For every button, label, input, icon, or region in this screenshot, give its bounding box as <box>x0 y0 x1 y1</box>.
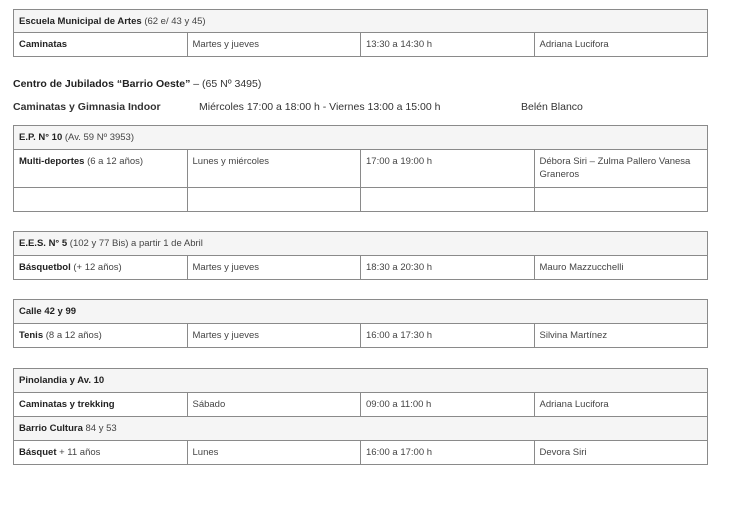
empty-cell <box>14 188 188 212</box>
teacher-cell: Adriana Lucifora <box>534 393 708 417</box>
activity-note: (8 a 12 años) <box>43 330 102 341</box>
centro-name: Centro de Jubilados “Barrio Oeste” <box>13 78 191 90</box>
table-row <box>14 33 708 57</box>
venue-address: (Av. 59 Nº 3953) <box>64 132 135 143</box>
time-cell: 13:30 a 14:30 h <box>361 33 535 57</box>
activity-note: (6 a 12 años) <box>84 156 144 167</box>
table-row-empty <box>14 188 708 212</box>
activity-cell <box>14 324 188 348</box>
days-cell: Martes y jueves <box>187 324 361 348</box>
centro-schedule: Miércoles 17:00 a 18:00 h - Viernes 13:00 a 15:00 h <box>199 101 441 113</box>
activity-name: Básquet <box>19 447 57 458</box>
venue-address: 84 y 53 <box>82 423 117 434</box>
venue-header <box>14 232 708 256</box>
teacher-cell: Silvina Martínez <box>534 324 708 348</box>
days-cell: Sábado <box>187 393 361 417</box>
teacher-cell: Devora Siri <box>534 441 708 465</box>
centro-activity <box>13 101 161 113</box>
activity-cell <box>14 256 188 280</box>
schedule-table-escuela-artes <box>13 9 708 57</box>
centro-teacher: Belén Blanco <box>521 101 583 113</box>
empty-cell <box>361 188 535 212</box>
venue-address: (102 y 77 Bis) a partir 1 de Abril <box>67 238 203 249</box>
venue-header <box>14 300 708 324</box>
days-cell: Lunes <box>187 441 361 465</box>
activity-name: Caminatas y trekking <box>19 399 115 410</box>
venue-subheader <box>14 417 708 441</box>
table-row <box>14 393 708 417</box>
centro-activity-name: Caminatas y Gimnasia Indoor <box>13 101 161 113</box>
venue-header <box>14 126 708 150</box>
venue-header <box>14 369 708 393</box>
empty-cell <box>187 188 361 212</box>
empty-cell <box>534 188 708 212</box>
activity-cell <box>14 393 188 417</box>
table-row <box>14 150 708 188</box>
activity-name: Tenis <box>19 330 44 341</box>
table-row <box>14 441 708 465</box>
time-cell: 18:30 a 20:30 h <box>361 256 535 280</box>
venue-name: Barrio Cultura <box>19 423 83 434</box>
venue-name: E.P. N° 10 <box>19 132 63 143</box>
schedule-table-pinolandia <box>13 368 708 465</box>
days-cell: Martes y jueves <box>187 256 361 280</box>
activity-name: Caminatas <box>19 39 68 50</box>
activity-note: + 11 años <box>56 447 101 458</box>
venue-name: Pinolandia y Av. 10 <box>19 375 105 386</box>
time-cell: 09:00 a 11:00 h <box>361 393 535 417</box>
venue-name: Calle 42 y 99 <box>19 306 77 317</box>
venue-header <box>14 10 708 33</box>
schedule-table-calle42 <box>13 299 708 348</box>
activity-cell <box>14 33 188 57</box>
activity-note: (+ 12 años) <box>70 262 122 273</box>
table-row <box>14 256 708 280</box>
table-row <box>14 324 708 348</box>
venue-name: E.E.S. N° 5 <box>19 238 68 249</box>
teacher-cell: Adriana Lucifora <box>534 33 708 57</box>
venue-address: (62 e/ 43 y 45) <box>144 16 206 27</box>
teacher-cell: Mauro Mazzucchelli <box>534 256 708 280</box>
centro-address: – (65 Nº 3495) <box>190 78 262 90</box>
teacher-cell: Débora Siri – Zulma Pallero Vanesa Graneros <box>534 150 708 188</box>
time-cell: 17:00 a 19:00 h <box>361 150 535 188</box>
schedule-table-ep10 <box>13 125 708 212</box>
activity-name: Multi-deportes <box>19 156 85 167</box>
days-cell: Lunes y miércoles <box>187 150 361 188</box>
days-cell: Martes y jueves <box>187 33 361 57</box>
time-cell: 16:00 a 17:30 h <box>361 324 535 348</box>
schedule-table-ees5 <box>13 231 708 280</box>
venue-name: Escuela Municipal de Artes <box>19 16 142 27</box>
activity-cell <box>14 150 188 188</box>
centro-title <box>13 78 261 90</box>
activity-cell <box>14 441 188 465</box>
activity-name: Básquetbol <box>19 262 71 273</box>
time-cell: 16:00 a 17:00 h <box>361 441 535 465</box>
